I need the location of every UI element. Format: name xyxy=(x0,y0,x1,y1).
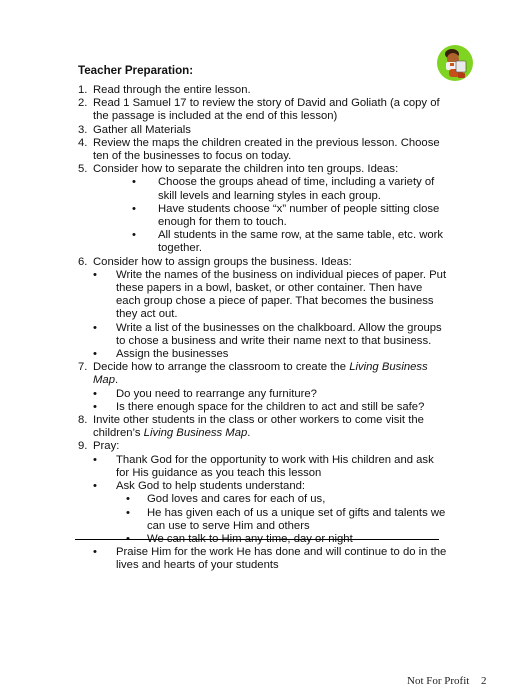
sub-list-item xyxy=(93,203,448,229)
bullet-icon: • xyxy=(93,480,97,493)
bullet-icon: • xyxy=(93,348,97,361)
bullet-icon: • xyxy=(126,532,130,545)
item-text xyxy=(93,414,448,440)
footer-note: Not For Profit xyxy=(407,675,470,687)
item-number: 1. xyxy=(78,84,88,96)
sub-list xyxy=(93,388,448,414)
bullet-icon: • xyxy=(93,453,97,466)
item-text: Consider how to assign groups the business. Ideas: xyxy=(93,255,352,268)
bullet-text: Do you need to rearrange any furniture? xyxy=(116,387,317,400)
item-text-part: . xyxy=(247,427,251,440)
bullet-icon: • xyxy=(126,506,130,519)
sub-list-item xyxy=(93,176,448,202)
list-item xyxy=(78,361,448,414)
item-text: Pray: xyxy=(93,440,120,453)
item-number: 5. xyxy=(78,163,88,176)
list-item xyxy=(78,414,448,440)
item-text: Consider how to separate the children into ten groups. Ideas: xyxy=(93,163,399,176)
item-text: Read through the entire lesson. xyxy=(93,84,251,96)
item-number: 4. xyxy=(78,136,88,149)
list-item xyxy=(78,256,448,362)
item-text: Gather all Materials xyxy=(93,123,191,136)
page-heading: Teacher Preparation: xyxy=(78,64,194,77)
sub-list-item xyxy=(93,546,448,572)
item-number: 3. xyxy=(78,123,88,136)
sub-list-item xyxy=(93,388,448,401)
list-item xyxy=(78,440,448,572)
sub-list-item xyxy=(93,348,448,361)
list-item xyxy=(78,97,448,123)
bullet-icon: • xyxy=(93,321,97,334)
bullet-icon: • xyxy=(132,176,136,189)
item-text-italic: Living Business Map xyxy=(143,427,248,440)
item-text xyxy=(93,361,448,387)
bullet-text: Choose the groups ahead of time, including a variety of skill levels and learning styles in each group. xyxy=(158,176,435,202)
bullet-text: He has given each of us a unique set of gifts and talents we can use to serve Him and others xyxy=(147,506,446,532)
bullet-icon: • xyxy=(93,400,97,413)
bullet-text: Write a list of the businesses on the chalkboard. Allow the groups to chose a business and write their name next to that business. xyxy=(116,321,442,347)
item-text-italic: Living Business Map xyxy=(93,361,428,387)
item-text-part: Invite other students in the class or other workers to come visit the children’s xyxy=(93,414,424,440)
sub-list xyxy=(93,176,448,255)
bullet-text: All students in the same row, at the same table, etc. work together. xyxy=(158,229,444,255)
bullet-icon: • xyxy=(93,268,97,281)
bullet-text: Assign the businesses xyxy=(116,348,229,361)
page-number: 2 xyxy=(481,675,487,687)
bullet-text: Thank God for the opportunity to work with His children and ask for His guidance as you teach this lesson xyxy=(116,453,434,479)
item-text-part: . xyxy=(114,374,119,387)
sub-list-item xyxy=(93,322,448,348)
bullet-icon: • xyxy=(93,546,97,559)
bullet-icon: • xyxy=(132,202,136,215)
list-item xyxy=(78,124,448,137)
list-item xyxy=(78,84,448,97)
sub-list-item xyxy=(93,480,448,546)
bullet-text: Ask God to help students understand: xyxy=(116,480,306,493)
item-text-part: Decide how to arrange the classroom to create the xyxy=(93,361,350,374)
sub-list-item xyxy=(93,229,448,255)
bullet-icon: • xyxy=(132,229,136,242)
bullet-text: We can talk to Him any time, day or night xyxy=(147,532,353,545)
horizontal-rule xyxy=(75,539,439,540)
item-text: Review the maps the children created in the previous lesson. Choose ten of the businesses to focus on today. xyxy=(93,136,440,163)
nested-list-item xyxy=(116,493,448,506)
item-number: 2. xyxy=(78,97,88,110)
bullet-icon: • xyxy=(126,493,130,506)
bullet-text: Praise Him for the work He has done and will continue to do in the lives and hearts of your students xyxy=(116,546,447,572)
sub-list-item xyxy=(93,401,448,414)
list-item xyxy=(78,137,448,163)
sub-list xyxy=(93,454,448,573)
bullet-text: Write the names of the business on individual pieces of paper. Put these papers in a bowl, basket, or other container. Then have each group chose a piece of paper. That becomes the business they act out. xyxy=(116,268,447,321)
list-item xyxy=(78,163,448,255)
item-number: 8. xyxy=(78,414,88,427)
bullet-icon: • xyxy=(93,387,97,400)
bullet-text: Have students choose “x” number of people sitting close enough for them to touch. xyxy=(158,202,440,229)
bullet-text: God loves and cares for each of us, xyxy=(147,493,326,506)
sub-list xyxy=(93,269,448,361)
item-number: 6. xyxy=(78,255,88,268)
child-reading-logo-icon xyxy=(436,44,474,82)
bullet-text: Is there enough space for the children to act and still be safe? xyxy=(116,400,425,413)
nested-list-item xyxy=(116,507,448,533)
item-number: 7. xyxy=(78,361,88,374)
sub-list-item xyxy=(93,454,448,480)
preparation-list xyxy=(78,84,448,573)
sub-list-item xyxy=(93,269,448,322)
item-number: 9. xyxy=(78,440,88,453)
item-text: Read 1 Samuel 17 to review the story of David and Goliath (a copy of the passage is included at the end of this lesson) xyxy=(93,97,440,123)
